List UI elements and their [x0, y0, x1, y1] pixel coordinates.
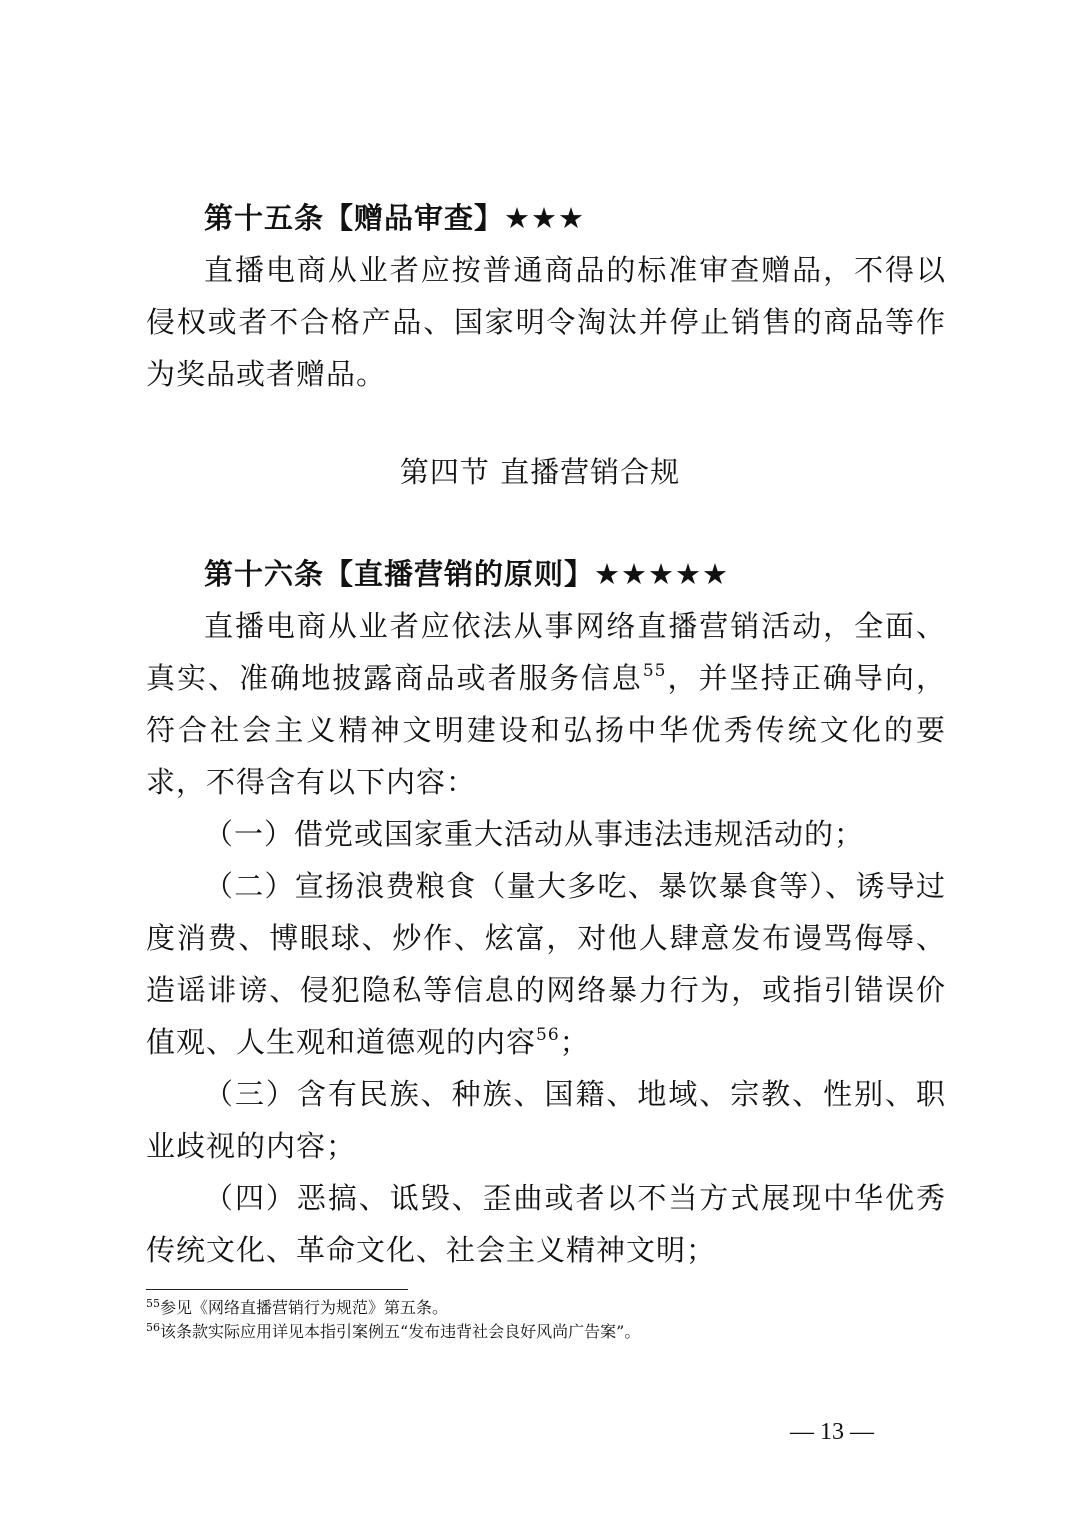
article-15 — [146, 192, 946, 400]
footnote-56 — [146, 1320, 946, 1344]
footnote-56-text: 该条款实际应用详见本指引案例五“发布违背社会良好风尚广告案”。 — [160, 1322, 641, 1341]
article-16-heading: 第十六条【直播营销的原则】★★★★★ — [204, 557, 729, 591]
footnote-55 — [146, 1296, 946, 1320]
footnote-56-number: 56 — [146, 1321, 160, 1334]
article-16-item-2 — [146, 860, 946, 1068]
article-16-intro-text: 直播电商从业者应依法从事网络直播营销活动，全面、真实、准确地披露商品或者服务信息 — [146, 609, 946, 695]
article-15-heading: 第十五条【赠品审查】★★★ — [204, 201, 585, 235]
section-title: 第四节 直播营销合规 — [399, 455, 681, 489]
article-16-item-3: （三）含有民族、种族、国籍、地域、宗教、性别、职业歧视的内容； — [146, 1077, 946, 1163]
footnote-55-text: 参见《网络直播营销行为规范》第五条。 — [160, 1298, 449, 1317]
footnotes — [146, 1296, 946, 1344]
article-15-body: 直播电商从业者应按普通商品的标准审查赠品，不得以侵权或者不合格产品、国家明令淘汰并停止销售的商品等作为奖品或者赠品。 — [146, 253, 946, 391]
footnote-ref-56: 56 — [536, 1025, 560, 1045]
article-16 — [146, 548, 946, 1276]
article-16-item-2-text: （二）宣扬浪费粮食（量大多吃、暴饮暴食等）、诱导过度消费、博眼球、炒作、炫富，对他人肆意发布谩骂侮辱、造谣诽谤、侵犯隐私等信息的网络暴力行为，或指引错误价值观、人生观和道德观的内容 — [146, 869, 946, 1059]
article-16-item-1: （一）借党或国家重大活动从事违法违规活动的； — [204, 817, 865, 851]
page-number: — 13 — — [790, 1419, 874, 1445]
article-16-intro-text-cont: ，并坚持正确导向，符合社会主义精神文明建设和弘扬中华优秀传统文化的要求，不得含有以下内容： — [146, 661, 946, 799]
footnote-divider — [146, 1289, 408, 1290]
footnote-ref-55: 55 — [642, 661, 667, 681]
footnote-55-number: 55 — [146, 1297, 160, 1310]
article-16-item-2-end: ； — [559, 1025, 590, 1059]
article-16-item-4: （四）恶搞、诋毁、歪曲或者以不当方式展现中华优秀传统文化、革命文化、社会主义精神文明； — [146, 1181, 946, 1267]
article-16-intro — [146, 600, 946, 808]
